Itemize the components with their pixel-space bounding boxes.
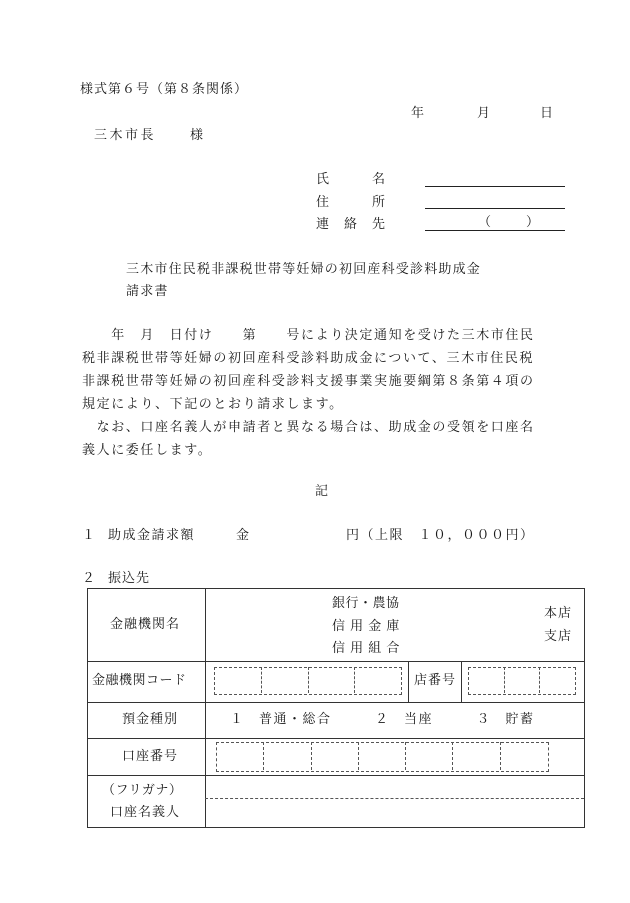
ki-heading: 記 [315, 484, 330, 499]
body-line-2: 税非課税世帯等妊婦の初回産科受診料助成金について、三木市住民税 [82, 351, 535, 366]
table-row-divider [88, 702, 584, 703]
body-line-5: なお、口座名義人が申請者と異なる場合は、助成金の受領を口座名 [82, 420, 535, 435]
account-holder-input[interactable] [206, 799, 583, 826]
branch-number-input[interactable] [468, 667, 576, 695]
item2-label: 振込先 [108, 571, 151, 586]
institution-label: 金融機関名 [110, 617, 181, 632]
branch: 支店 [544, 629, 573, 644]
name-field-line[interactable] [425, 186, 565, 187]
bank-table [87, 588, 585, 828]
deposit-type-options[interactable]: １ 普通・総合 ２ 当座 ３ 貯蓄 [230, 712, 535, 727]
contact-label: 連 絡 先 [316, 217, 387, 232]
date-day: 日 [540, 106, 555, 121]
recipient-honorific: 様 [190, 128, 205, 143]
table-row-divider [88, 738, 584, 739]
contact-parens: （ ） [478, 215, 543, 230]
body-line-1: 年 月 日付け 第 号により決定通知を受けた三木市住民 [82, 328, 535, 343]
body-line-4: 規定により、下記のとおり請求します。 [82, 397, 344, 412]
date-year: 年 [411, 106, 426, 121]
name-label: 氏 名 [316, 172, 387, 187]
item1-number: １ [82, 528, 97, 543]
item1-label: 助成金請求額 [108, 528, 196, 543]
type-bank: 銀行・農協 [332, 596, 400, 611]
item1-kin: 金 [236, 528, 251, 543]
type-kumiai: 信 用 組 合 [332, 641, 400, 656]
body-line-6: 義人に委任します。 [82, 443, 213, 458]
date-month: 月 [477, 106, 492, 121]
furigana-input[interactable] [206, 776, 583, 797]
address-label: 住 所 [316, 195, 387, 210]
document-title-line2: 請求書 [126, 284, 169, 299]
form-number: 様式第６号（第８条関係） [80, 82, 249, 97]
item1-yen: 円（上限 １０，０００円） [346, 528, 535, 543]
address-field-line[interactable] [425, 208, 565, 209]
body-paragraph [82, 324, 568, 462]
type-shinkin: 信 用 金 庫 [332, 619, 400, 634]
account-no-label: 口座番号 [122, 749, 179, 764]
holder-label: 口座名義人 [110, 805, 181, 820]
table-row-divider [88, 661, 584, 662]
main-branch: 本店 [544, 606, 573, 621]
branch-no-label: 店番号 [414, 673, 457, 688]
furigana-label: （フリガナ） [102, 783, 183, 798]
deposit-type-label: 預金種別 [122, 712, 179, 727]
code-label: 金融機関コード [92, 673, 187, 688]
document-title-line1: 三木市住民税非課税世帯等妊婦の初回産科受診料助成金 [126, 262, 482, 277]
recipient: 三木市長 [94, 128, 157, 143]
body-line-3: 非課税世帯等妊婦の初回産科受診料支援事業実施要綱第８条第４項の [82, 374, 535, 389]
contact-field-line[interactable] [425, 230, 565, 231]
item2-number: ２ [82, 571, 97, 586]
